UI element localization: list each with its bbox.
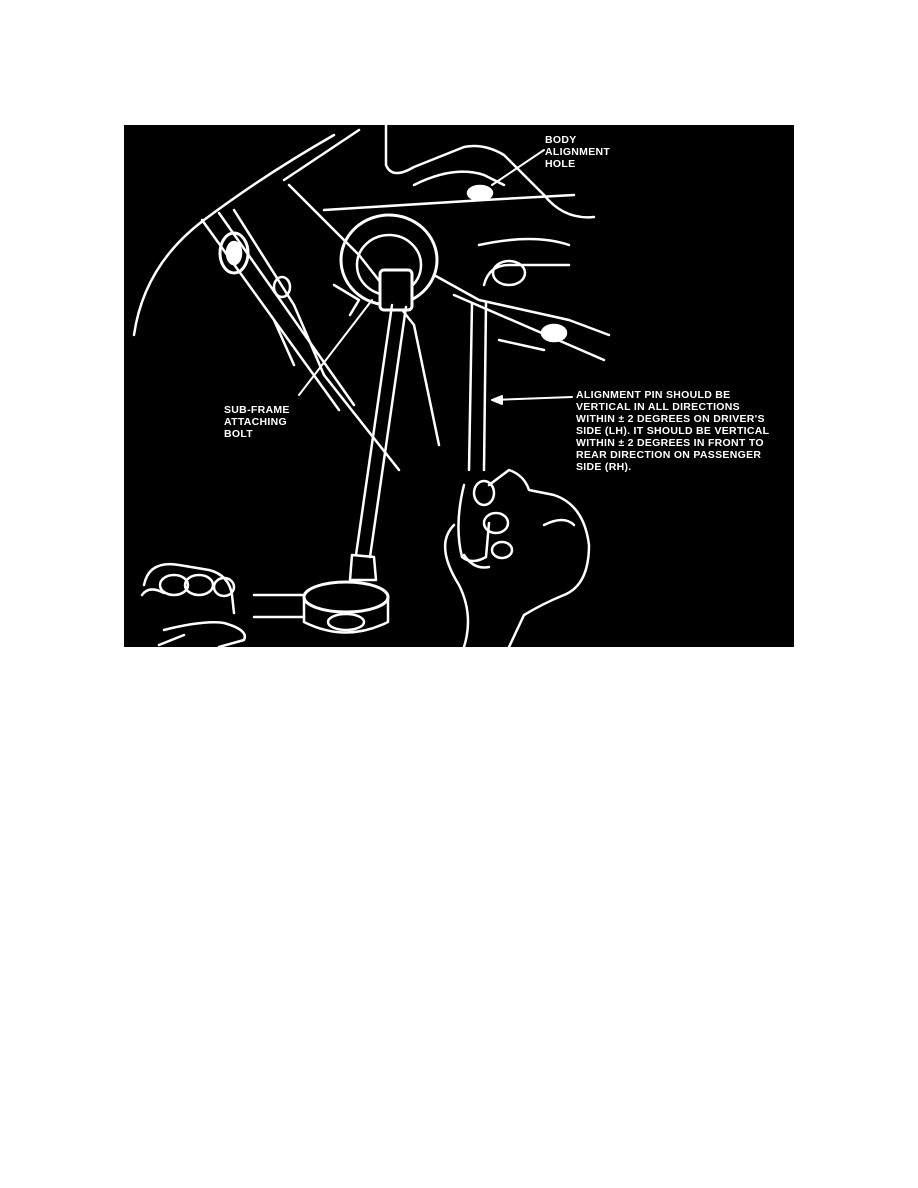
alignment-pin bbox=[469, 303, 486, 470]
body-alignment-hole-label: BODY ALIGNMENT HOLE bbox=[545, 134, 611, 170]
sub-frame-bolt-label: SUB-FRAME ATTACHING BOLT bbox=[224, 404, 290, 440]
frame-member bbox=[434, 261, 609, 360]
hand-left bbox=[142, 564, 245, 647]
illustration-panel bbox=[124, 125, 794, 647]
vehicle-body-panel bbox=[134, 125, 594, 335]
hand-right bbox=[445, 470, 589, 647]
body-alignment-hole bbox=[468, 186, 492, 200]
alignment-pin-note: ALIGNMENT PIN SHOULD BE VERTICAL IN ALL DIRECTIONS WITHIN ± 2 DEGREES ON DRIVER'S SIDE (LH). IT SHOULD BE VERTICAL WITHIN ± 2 DEGREES IN FRONT TO REAR DIRECTION ON PASSENGER SIDE (RH). bbox=[576, 389, 770, 473]
line-drawing bbox=[124, 125, 794, 647]
